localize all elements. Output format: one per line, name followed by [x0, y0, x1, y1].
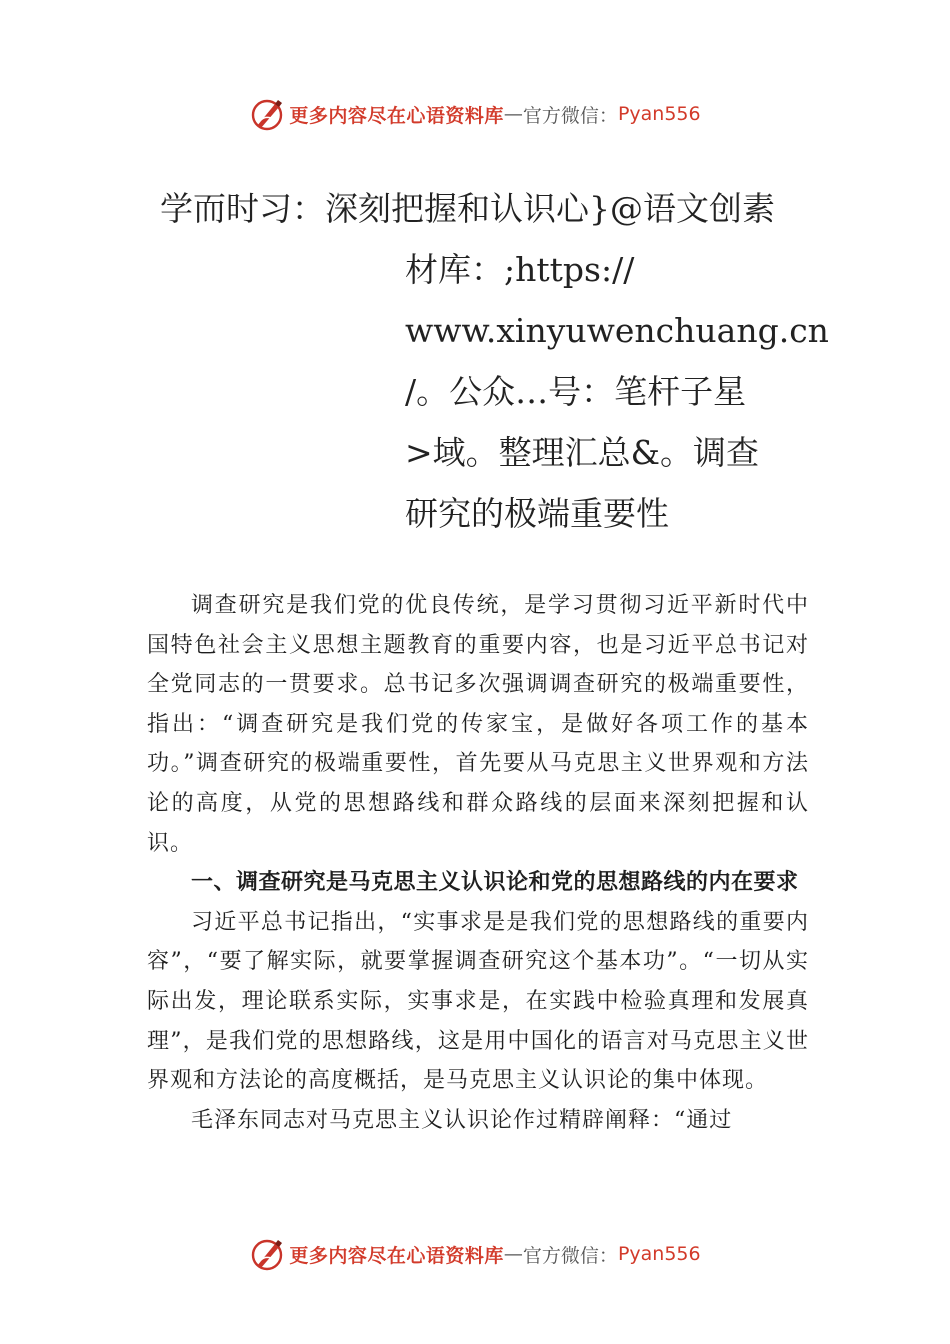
- pen-seal-logo-icon: [249, 96, 285, 132]
- section-heading-1: 一、调查研究是马克思主义认识论和党的思想路线的内在要求: [191, 870, 799, 896]
- banner-text: 更多内容尽在心语资料库: [289, 1244, 504, 1267]
- banner-dash: —: [503, 1243, 523, 1265]
- banner-wechat-label: 官方微信：: [522, 1244, 618, 1267]
- footer-banner: [0, 1234, 950, 1274]
- title-line-1: 学而时习：深刻把握和认识心}@语文创素: [160, 189, 775, 228]
- banner-dash: —: [503, 103, 523, 125]
- banner-wechat-id: Pyan556: [617, 103, 701, 125]
- paragraph-1: 调查研究是我们党的优良传统，是学习贯彻习近平新时代中国特色社会主义思想主题教育的重要内容，也是习近平总书记对全党同志的一贯要求。总书记多次强调调查研究的极端重要性，指出：“调查研究是我们党的传家宝，是做好各项工作的基本功。”调查研究的极端重要性，首先要从马克思主义世界观和方法论的高度，从党的思想路线和群众路线的层面来深刻把握和认识。: [147, 593, 809, 856]
- pen-seal-logo-icon: [249, 1236, 285, 1272]
- article-body: [147, 586, 809, 1140]
- title-line-6: 研究的极端重要性: [405, 494, 669, 533]
- title-line-5: >域。整理汇总&。调查: [405, 433, 760, 472]
- banner-text: 更多内容尽在心语资料库: [289, 104, 504, 127]
- title-line-2: 材库：;https://: [405, 250, 635, 289]
- title-line-3: www.xinyuwenchuang.cn: [405, 311, 829, 350]
- banner-wechat-label: 官方微信：: [522, 104, 618, 127]
- paragraph-3: 毛泽东同志对马克思主义认识论作过精辟阐释：“通过: [191, 1107, 733, 1133]
- title-line-4: /。公众…号：笔杆子星: [405, 372, 747, 411]
- paragraph-2: 习近平总书记指出，“实事求是是我们党的思想路线的重要内容”，“要了解实际，就要掌握调查研究这个基本功”。“一切从实际出发，理论联系实际，实事求是，在实践中检验真理和发展真理”，是我们党的思想路线，这是用中国化的语言对马克思主义世界观和方法论的高度概括，是马克思主义认识论的集中体现。: [147, 909, 809, 1094]
- header-banner: [0, 94, 950, 134]
- banner-wechat-id: Pyan556: [617, 1243, 701, 1265]
